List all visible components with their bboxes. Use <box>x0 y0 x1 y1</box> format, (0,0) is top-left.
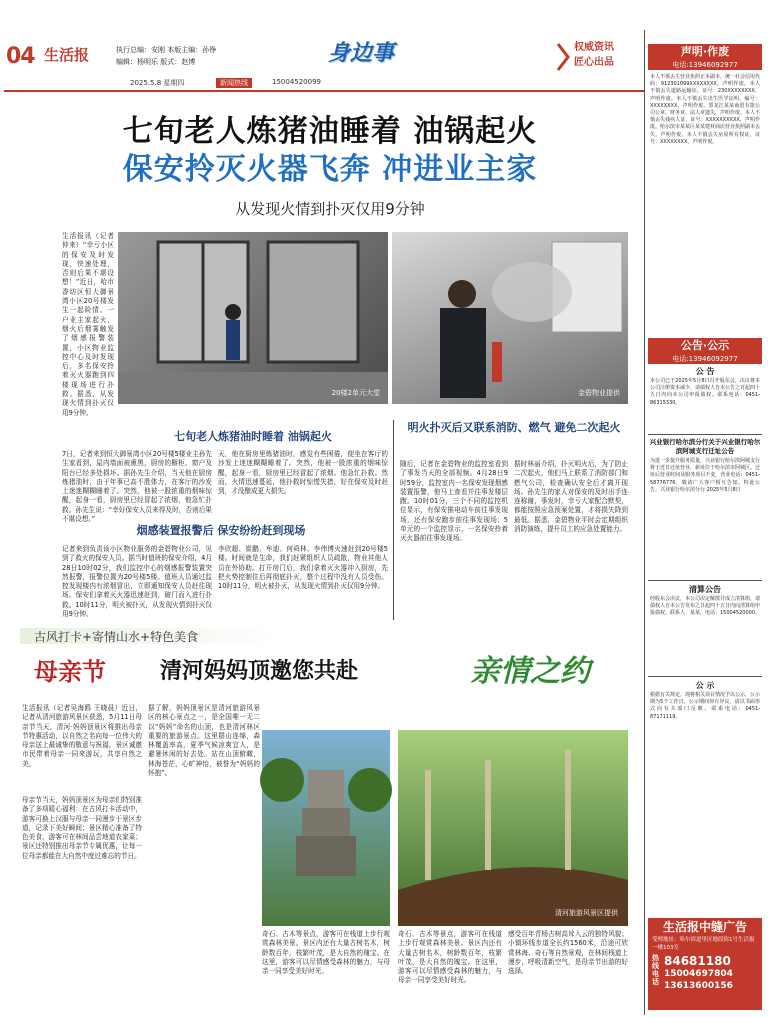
sidebar-rule-2 <box>648 580 762 581</box>
story1-photo-kitchen <box>392 232 628 404</box>
classified-ad-box <box>648 918 762 1010</box>
sidebar-announce-text: 本公司已于2025年5月8日召开股东会，决议将本公司注册资本减少，请债权人自本公告之日起四十五日内向本公司申报债权。联系电话：0451-86315330。 <box>650 378 761 406</box>
slogan-line-1: 权威资讯 <box>574 42 614 53</box>
kitchen-illustration <box>392 232 628 404</box>
newspaper-brand: 生活报 <box>44 46 90 64</box>
section-title: 身边事 <box>327 41 394 66</box>
story1-body-2b: 李欣超、崔鹏、牟迪、何舜林、李伟博火速赶到20号楼5楼。时间就是生命，我们赶紧组织人员疏散，物业其他人员在外协助。打开房门后，我们拿着灭火器冲入厨房，先把火势控制住后再彻底扑灭，整个过程中没有人员受伤。10时11分，明火被扑灭，从发现火情到扑灭仅用9分钟。 <box>218 545 388 591</box>
story2-col-3: 据了解，妈妈顶景区是清河旅游风景区的核心景点之一，是全国唯一无二以“妈妈”命名的山顶，也是清河林区重要的旅游景点。这里群山连绵，森林覆盖率高，夏季气候凉爽宜人，是避暑休闲的好去处。站在山顶俯瞰，林海苍茫，心旷神怡，被誉为“妈妈的怀抱”。 <box>148 704 260 778</box>
story1-photo-lobby-caption: 20楼2单元大堂 <box>331 389 380 397</box>
sidebar-notice-header: 声明·作废 <box>648 44 762 60</box>
sidebar-clear-text: 经股东会决议，本公司决定解散并成立清算组，请债权人自本公告发布之日起四十五日内向清算组申报债权。联系人：某某，电话：15004520000。 <box>650 596 761 617</box>
story2-headline-red: 母亲节 <box>34 658 106 686</box>
sidebar-public-text: 根据有关规定，现将相关项目情况予以公示，公示期为5个工作日，公示期间如有异议，请以书面形式向有关部门反映。联系电话：0451-87171119。 <box>650 692 761 720</box>
slogan-line-2: 匠心出品 <box>574 57 614 68</box>
story2-photo-boardwalk <box>398 730 628 926</box>
sidebar-announce-phone: 电话:13946092977 <box>648 354 762 364</box>
story1-body-3b: 据时林丽介绍，扑灭明火后，为了防止二次起火，他们马上联系了消防部门和燃气公司，检查确认安全后才离开现场。孙先生的家人对保安的及时出手连连称谢，事发时，幸亏大家配合默契，都能按照应急预案处置，才将损失降到最低。据悉，金碧物业平时会定期组织消防演练，提升员工的应急处置能力。 <box>514 460 628 534</box>
story2-headline-black: 清河妈妈顶邀您共赴 <box>160 659 359 684</box>
story1-body-1a: 7日，记者来到恒大御景湾小区20号楼5楼业主孙先生家看到，屋内墙面被熏黑，厨房的橱柜、窗户及阳台已经多处损坏。据孙先生介绍，当天他在厨房炼猪油时，由于年事已高不胜体力，在客厅的沙发上迷迷糊糊睡着了。突然，他被一股浓重的烟味惊醒，起身一看，厨房里已经冒起了浓烟，他急忙扑救。孙先生说：“幸好保安人员来得及时，否则后果不堪设想。” <box>62 450 212 524</box>
story2-lead: 生活报讯（记者吴海鸥 王晓晨）近日，记者从清河旅游风景区获悉，5月11日母亲节当天，清河·妈妈顶景区将推出母亲节特惠活动，以自然之名向每一位伟大的母亲送上最诚挚的敬意与祝福。景区诚邀市民带着母亲一同来游玩，共享自然之美。 <box>22 704 142 768</box>
story2-photo-rock <box>262 730 390 926</box>
sidebar-notice-text: 本人不慎丢失营业执照正本副本，统一社会信用代码：912301099XXXXXXXX，声明作废。本人不慎丢失道路运输证，证号：230XXXXXXXX，声明作废。本人不慎丢失出生医学证明，编号：XXXXXXXX，声明作废。黑龙江某某商贸有限公司公章、财务章、法人章遗失，声明作废。本人不慎丢失残疾人证，证号：XXXXXXXXXX，声明作废。哈尔滨市某某区某某建材商店营业执照副本丢失，声明作废。本人不慎丢失房屋所有权证，证号：XXXXXXXX，声明作废。 <box>650 74 761 145</box>
sidebar-rule-3 <box>648 676 762 677</box>
story2-col-5: 感受百年青杨古树高耸入云的独特风貌；小镇环线步道全长约1560米，沿途可欣赏林海、奇石等自然景观，在林间栈道上漫步，呼吸清新空气，是母亲节出游的好选择。 <box>508 930 628 976</box>
sidebar-announce-header: 公告·公示 <box>648 338 762 354</box>
staff-line-1: 执行总编：安刚 本版主编：孙铮 <box>116 46 217 54</box>
arrow-icon <box>556 42 570 72</box>
story2-col-3b: 奇石、古木等景点，游客可在栈道上步行观赏森林美景。景区内还有大量古树名木，树龄数百年，枝繁叶茂，是大自然的瑰宝。在这里，游客可以尽情感受森林的魅力，与母亲一同享受美好时光。 <box>262 930 390 976</box>
story1-subhead-1: 七旬老人炼猪油时睡着 油锅起火 <box>174 430 332 443</box>
story1-lead: 生活报讯（记者仲来）“幸亏小区的保安及时发现，快速处理，否则后果不堪设想！”近日，哈市香坊区恒大御景湾小区20号楼发生一起险情。一户业主家起火，烟火后烟雾触发了烟感报警装置，小区物业监控中心及时发现后，多名保安拎着灭火器跑到四楼现场进行扑救。据悉，从发现火情到扑灭仅用9分钟。 <box>62 232 114 417</box>
classified-ad-phone-1: 84681180 <box>664 954 731 968</box>
story1-deck: 从发现火情到扑灭仅用9分钟 <box>235 200 425 218</box>
sidebar-public-title: 公 示 <box>695 681 715 690</box>
sidebar-notice-phone: 电话:13946092977 <box>648 60 762 70</box>
story2-photo-caption: 清河旅游风景区提供 <box>555 909 618 917</box>
page-number: 04 <box>6 44 35 69</box>
staff-credits <box>116 44 216 68</box>
sidebar-bank-text: 为进一步提升服务质量，兴业银行哈尔滨阿城支行将于近日迁址营业，新址位于哈尔滨市阿城区。迁址后营业时间及服务项目不变，营业电话：0451-58776776，敬请广大客户相互告知。特此公告。兴业银行哈尔滨分行 2025年5月8日 <box>650 458 761 493</box>
story2-col-4: 奇石、古木等景点，游客可在栈道上步行观赏森林美景。景区内还有大量古树名木，树龄数百年，枝繁叶茂，是大自然的瑰宝。在这里，游客可以尽情感受森林的魅力，与母亲一同享受美好时光。 <box>398 930 502 985</box>
story2-col-2: 母亲节当天，妈妈顶景区为母亲们特别准备了多项暖心福利：在古风打卡活动中，游客可换上汉服与母亲一同漫步于景区步道，记录下美好瞬间；景区精心准备了特色美食，游客可在林间品尝地道农家菜；景区还特别推出母亲节专属优惠，让每一位母亲都能在大自然中度过难忘的节日。 <box>22 796 142 860</box>
story1-headline-main: 七旬老人炼猪油睡着 油锅起火 <box>122 114 538 149</box>
boardwalk-illustration <box>398 730 628 926</box>
classified-ad-hotline-label: 热线电话 <box>652 954 659 986</box>
story1-subhead-3: 明火扑灭后又联系消防、燃气 避免二次起火 <box>407 421 621 434</box>
story1-body-3a: 随后，记者在金碧物业的监控室看到了事发当天的全部视频。4月28日9时59分，监控室内一名保安发现烟感装置报警，他马上查看并往事发楼层跑。10时01分，三个不同的监控机位显示，有保安推电动车前往事发现场，还有保安跑步前往事发现场；5单元的一个监控显示，一名保安拎着灭火器前往事发现场。 <box>400 460 508 543</box>
sidebar-bank-title: 兴业银行哈尔滨分行关于兴业银行哈尔滨阿城支行迁址公告 <box>649 438 761 455</box>
classified-ad-address: 受理地址：哈尔滨道里区地段街1号生活报一楼103室 <box>652 937 755 951</box>
column-divider <box>393 420 394 620</box>
sidebar-rule-1 <box>648 434 762 435</box>
story1-subhead-2: 烟感装置报警后 保安纷纷赶到现场 <box>136 524 306 537</box>
rock-illustration <box>262 730 390 926</box>
staff-line-2: 编辑：杨明乐 版式：赵博 <box>116 58 196 66</box>
sidebar-divider <box>644 30 645 1015</box>
story1-photo-lobby <box>118 232 388 404</box>
lobby-illustration <box>118 232 388 404</box>
story1-photo-kitchen-caption: 金碧物业提供 <box>578 389 620 397</box>
sidebar-announce-title: 公 告 <box>695 367 715 376</box>
classified-ad-title: 生活报中缝广告 <box>662 920 747 934</box>
story1-body-1b: 天，他在厨房里炼猪油时，感觉有些困倦，便坐在客厅的沙发上迷迷糊糊睡着了。突然，他被一股浓重的烟味惊醒，起身一看，厨房里已经冒起了浓烟。他急忙扑救。然而，火情迅速蔓延，他扑救时惊慌失措，好在保安及时赶到，才没酿成更大损失。 <box>218 450 388 496</box>
issue-date: 2025.5.8 星期四 <box>130 79 185 87</box>
story2-headline-green: 亲情之约 <box>470 654 590 689</box>
story1-headline-sub: 保安拎灭火器飞奔 冲进业主家 <box>122 152 538 187</box>
slogan <box>574 40 614 70</box>
classified-ad-phone-3: 13613600156 <box>664 981 733 991</box>
story1-body-2a: 记者来到负责该小区物业服务的金碧物业公司，见到了救火的保安人员。据当时值班的保安介绍，4月28日10时02分，我们监控中心的烟感报警装置突然报警，报警位置为20号楼5楼。值班人员通过监控发现楼内有浓烟冒出，立即通知保安人员赶往现场。保安们拿着灭火器迅速赶到，破门而入进行扑救。10时11分，明火被扑灭，从发现火情到扑灭仅用9分钟。 <box>62 545 212 619</box>
hotline-label: 新闻热线 <box>216 78 252 88</box>
story2-kicker: 古风打卡+寄情山水+特色美食 <box>34 630 199 644</box>
classified-ad-phone-2: 15004697804 <box>664 969 733 979</box>
hotline-number: 15004520099 <box>272 78 321 86</box>
sidebar-clear-title: 清算公告 <box>689 585 721 594</box>
header-rule <box>4 90 644 92</box>
